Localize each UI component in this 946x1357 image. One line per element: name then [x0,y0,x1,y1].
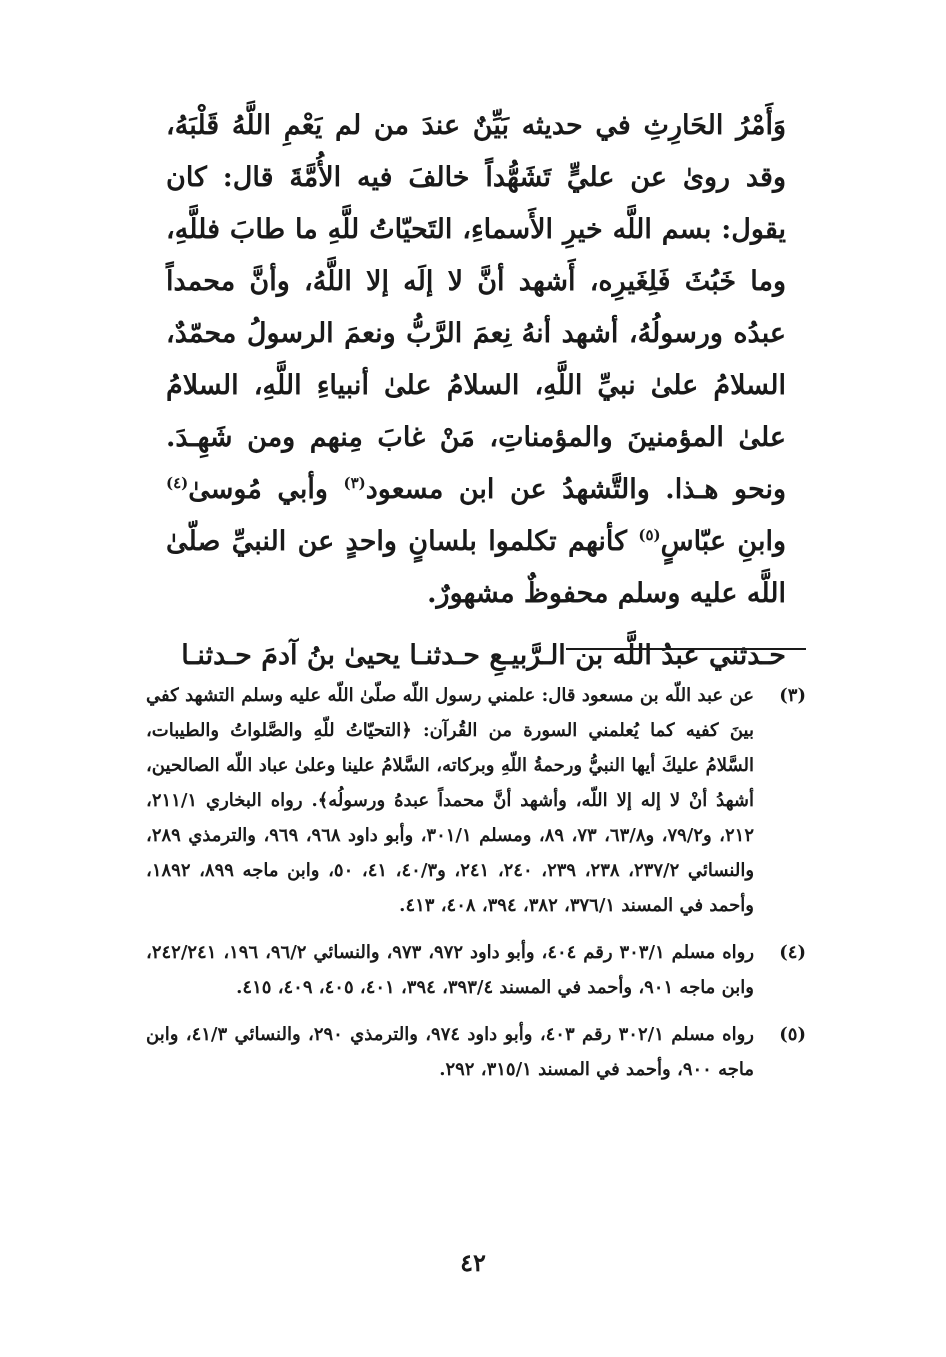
footnote-marker-4[interactable]: (٤) [166,474,189,492]
footnote-text: رواه مسلم ٣٠٣/١ رقم ٤٠٤، وأبو داود ٩٧٢، ٩٧٣، والنسائي ٩٦/٢، ١٩٦، ٢٤٢/٢٤١، وابن ماجه ٩٠١، وأحمد في المسند ٣٩٣/٤، ٣٩٤، ٤٠١، ٤٠٥، ٤٠٩، ٤١٥. [146,942,755,998]
footnote-marker-5[interactable]: (٥) [638,526,661,544]
paragraph-1-part-3: وابنِ عبّاسٍ [660,526,786,557]
page-number: ٤٢ [460,1248,486,1277]
paragraph-1-part-2: وأبي مُوسىٰ [188,474,344,505]
footnote-text: عن عبد اللّه بن مسعود قال: علمني رسول اللّه صلّىٰ اللّه عليه وسلم التشهد كفي بينَ كفيه كما يُعلمني السورة من القُرآن: ﴿التحيّاتُ للّهِ والصَّلواتُ والطيبات، السَّلامُ عليكَ أيها النبيُّ ورحمةُ اللّهِ وبركاته، السَّلامُ علينا وعلىٰ عباد اللّه الصالحين، أشهدُ أنْ لا إله إلا اللّه، وأشهد أنَّ محمداً عبدهُ ورسولُه﴾. رواه البخاري ٢١١/١، ٢١٢، و٧٩/٢، و٦٣/٨، ٧٣، ٨٩، ومسلم ٣٠١/١، وأبو داود ٩٦٨، ٩٦٩، والترمذي ٢٨٩، والنسائي ٢٣٧/٢، ٢٣٨، ٢٣٩، ٢٤٠، ٢٤١، و٤٠/٣، ٤١، ٥٠، وابن ماجه ٨٩٩، ١٨٩٢، وأحمد في المسند ٣٧٦/١، ٣٨٢، ٣٩٤، ٤٠٨، ٤١٣. [146,685,755,916]
footnote-number: (٥) [779,1024,806,1045]
footnote-marker-3[interactable]: (٣) [343,474,366,492]
footnote-3 [146,678,806,923]
footnote-4 [146,935,806,1005]
paragraph-1-part-4: كأنهم تكلموا بلسانٍ واحدٍ عن النبيِّ صلّىٰ اللَّه عليه وسلم محفوظٌ مشهورٌ. [166,526,786,609]
footnotes [146,678,806,1099]
footnote-number: (٤) [779,942,806,963]
footnote-number: (٣) [779,685,806,706]
paragraph-2: حـدثني عبدُ اللَّه بن الـرَّبيـعِ حـدثنـا يحيىٰ بنُ آدمَ حـدثنـا [181,640,786,671]
footnote-divider [566,648,806,650]
footnote-text: رواه مسلم ٣٠٢/١ رقم ٤٠٣، وأبو داود ٩٧٤، والترمذي ٢٩٠، والنسائي ٤١/٣، وابن ماجه ٩٠٠، وأحمد في المسند ٣١٥/١، ٢٩٢. [146,1024,754,1080]
paragraph-1-part-1: وَأَمْرُ الحَارِثِ في حديثه بَيِّنٌ عندَ من لم يَعْمِ اللَّهُ قَلْبَهُ، وقد روىٰ عن عليٍّ تَشَهُّداً خالفَ فيه الأُمَّةَ قال: كان يقول: بسم اللَّه خيرِ الأَسماءِ، التَحيّاتُ للَّهِ ما طابَ فللَّهِ، وما خَبُثَ فَلِغَيرِه، أَشهد أنَّ لا إلَه إلا اللَّهُ، وأنَّ محمداً عبدُه ورسولُهُ، أشهد أنهُ نِعمَ الرَّبُّ ونعمَ الرسولُ محمّدٌ، السلامُ علىٰ نبيِّ اللَّهِ، السلامُ علىٰ أنبياءِ اللَّهِ، السلامُ علىٰ المؤمنينَ والمؤمناتِ، مَنْ غابَ مِنهم ومن شَهِـدَ. ونحو هـذا. والتَّشهدُ عن ابن مسعود [166,110,786,505]
main-text [166,100,786,682]
footnote-5 [146,1017,806,1087]
paragraph-1 [166,100,786,620]
